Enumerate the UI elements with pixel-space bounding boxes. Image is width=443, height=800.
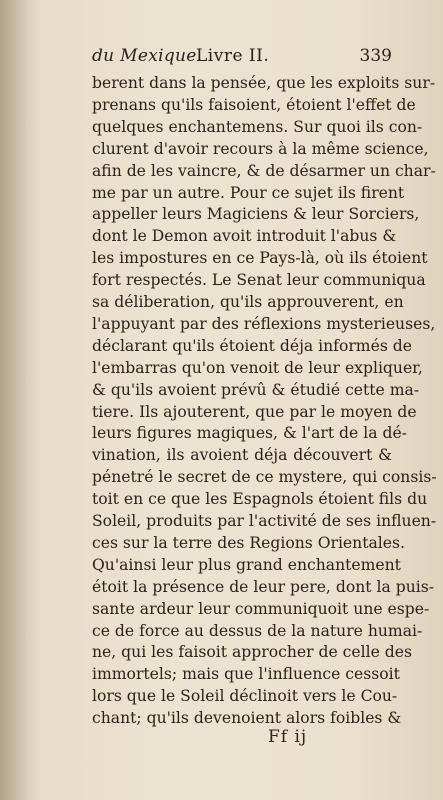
text-line: pénetré le secret de ce mystere, qui consis-: [92, 468, 437, 487]
text-line: appeller leurs Magiciens & leur Sorciers,: [92, 205, 420, 224]
text-line: ce de force au dessus de la nature humai-: [92, 621, 423, 640]
text-line: Qu'ainsi leur plus grand enchantement: [92, 555, 401, 574]
running-head-title: du Mexique.: [92, 46, 203, 66]
signature-mark: Ff ij: [268, 727, 308, 747]
text-line: chant; qu'ils devenoient alors foibles &: [92, 709, 402, 728]
text-line: fort respectés. Le Senat leur communiqua: [92, 271, 426, 290]
page-number: 339: [359, 46, 392, 66]
text-line: & qu'ils avoient prévû & étudié cette ma-: [92, 380, 420, 399]
text-line: leurs figures magiques, & l'art de la dé-: [92, 424, 407, 443]
text-line: étoit la présence de leur pere, dont la puis-: [92, 577, 434, 596]
text-line: afin de les vaincre, & de désarmer un char-: [92, 161, 436, 180]
text-line: ces sur la terre des Regions Orientales.: [92, 533, 405, 552]
text-line: ne, qui les faisoit approcher de celle des: [92, 643, 413, 662]
text-line: berent dans la pensée, que les exploits sur-: [92, 74, 436, 92]
text-line: l'embarras qu'on venoit de leur expliquer,: [92, 358, 423, 377]
text-line: sante ardeur leur communiquoit une espe-: [92, 599, 430, 618]
text-line: déclarant qu'ils étoient déja informés de: [92, 336, 412, 355]
text-line: me par un autre. Pour ce sujet ils firent: [92, 183, 405, 202]
text-line: immortels; mais que l'influence cessoit: [92, 665, 400, 684]
gutter-shadow: [0, 0, 40, 800]
text-line: tiere. Ils ajouterent, que par le moyen de: [92, 402, 417, 421]
text-line: prenans qu'ils faisoient, étoient l'effet de: [92, 95, 416, 114]
text-line: quelques enchantemens. Sur quoi ils con-: [92, 117, 423, 136]
text-line: sa déliberation, qu'ils approuverent, en: [92, 293, 404, 311]
text-line: clurent d'avoir recours à la même science,: [92, 139, 429, 158]
text-line: l'appuyant par des réflexions mysterieuses,: [92, 314, 436, 333]
text-line: vination, ils avoient déja découvert &: [92, 446, 392, 465]
text-line: Soleil, produits par l'activité de ses influen-: [92, 512, 437, 530]
running-head-book: Livre II.: [196, 46, 270, 66]
text-line: dont le Demon avoit introduit l'abus &: [92, 227, 397, 246]
text-line: toit en ce que les Espagnols étoient fils du: [92, 490, 428, 509]
text-line: les impostures en ce Pays-là, où ils étoient: [92, 249, 428, 268]
text-line: lors que le Soleil déclinoit vers le Cou-: [92, 687, 398, 706]
running-head: [92, 46, 392, 70]
